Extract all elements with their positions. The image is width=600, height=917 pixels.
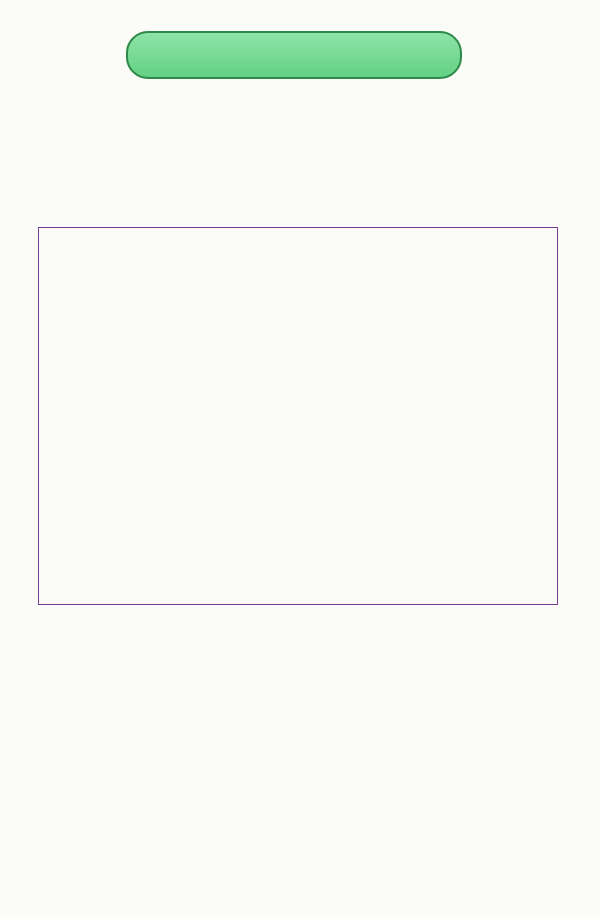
responsive-reading-box [38, 227, 558, 605]
bulletin-title [126, 31, 462, 79]
